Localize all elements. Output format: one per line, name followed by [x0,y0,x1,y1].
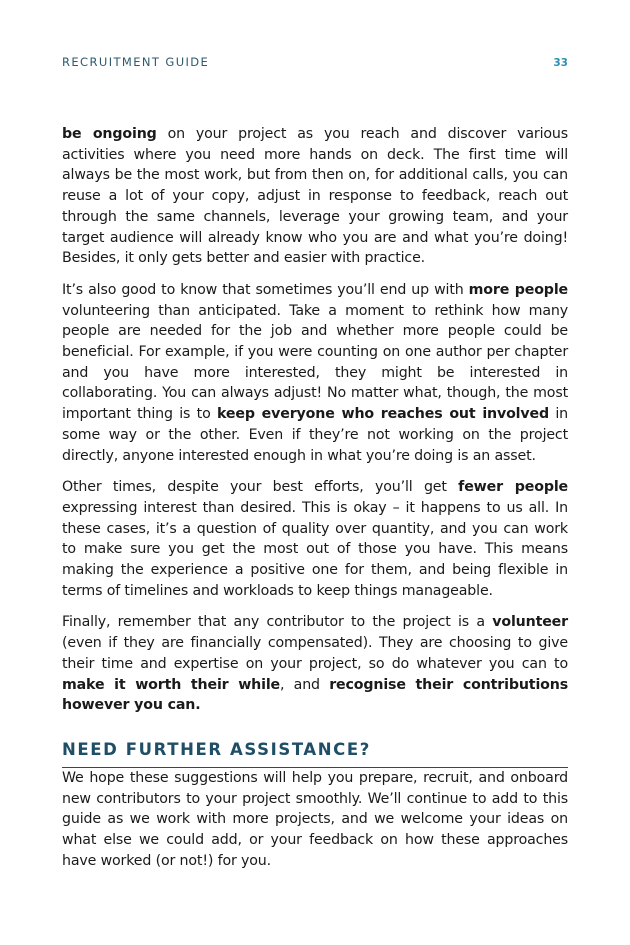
bold-phrase: keep everyone who reaches out involved [217,406,549,423]
paragraph-text: on your project as you reach and discover various activities where you need more hands on deck. The first time will always be the most work, but from then on, for additional calls, you can reuse a lot of your copy, adjust in response to feedback, reach out through the same channels, leverage your growing team, and your target audience will already know who you are and what you’re doing! Besides, it only gets better and easier with practice. [62,126,568,267]
paragraph-text: volunteering than anticipated. Take a moment to rethink how many people are needed for the job and whether more people could be beneficial. For example, if you were counting on one author per chapter and you have more interested, they might be interested in collaborating. You can always adjust! No matter what, though, the most important thing is to [62,302,568,423]
bold-phrase: make it worth their while [62,676,281,693]
section-paragraph: We hope these suggestions will help you prepare, recruit, and onboard new contributors to your project smoothly. We’ll continue to add to this guide as we work with more projects, and we welcome your ideas on what else we could add, or your feedback on how these approaches have worked (or not!) for you. [62,769,568,869]
page-content [62,124,568,883]
page-header [62,55,568,69]
paragraph-more-people [62,280,568,466]
paragraph-text: , and [280,676,330,693]
bold-phrase: more people [468,281,569,298]
running-title: RECRUITMENT GUIDE [62,55,210,69]
paragraph-text: It’s also good to know that sometimes you’ll end up with [62,281,469,298]
paragraph-text: in some way or the other. Even if they’re not working on the project directly, anyone interested enough in what you’re doing is an asset. [62,406,569,464]
paragraph-volunteer [62,612,568,716]
bold-phrase: recognise their contributions however you can. [62,676,568,714]
paragraph-fewer-people [62,477,568,601]
bold-phrase: be ongoing [62,126,157,142]
paragraph-text: Other times, despite your best efforts, you’ll get [62,479,459,496]
paragraph-text: (even if they are financially compensated). They are choosing to give their time and expertise on your project, so do whatever you can to [62,635,568,672]
paragraph-text: expressing interest than desired. This is okay – it happens to us all. In these cases, it’s a question of quality over quantity, and you can work to make sure you get the most out of those you have. This means making the experience a positive one for them, and being flexible in terms of timelines and workloads to keep things manageable. [62,499,568,599]
paragraph-ongoing [62,124,568,269]
section-heading: NEED FURTHER ASSISTANCE? [62,740,568,768]
paragraph-text: Finally, remember that any contributor to the project is a [62,614,493,631]
bold-phrase: fewer people [458,479,569,496]
page-number: 33 [553,57,568,69]
bold-phrase: volunteer [492,614,568,631]
